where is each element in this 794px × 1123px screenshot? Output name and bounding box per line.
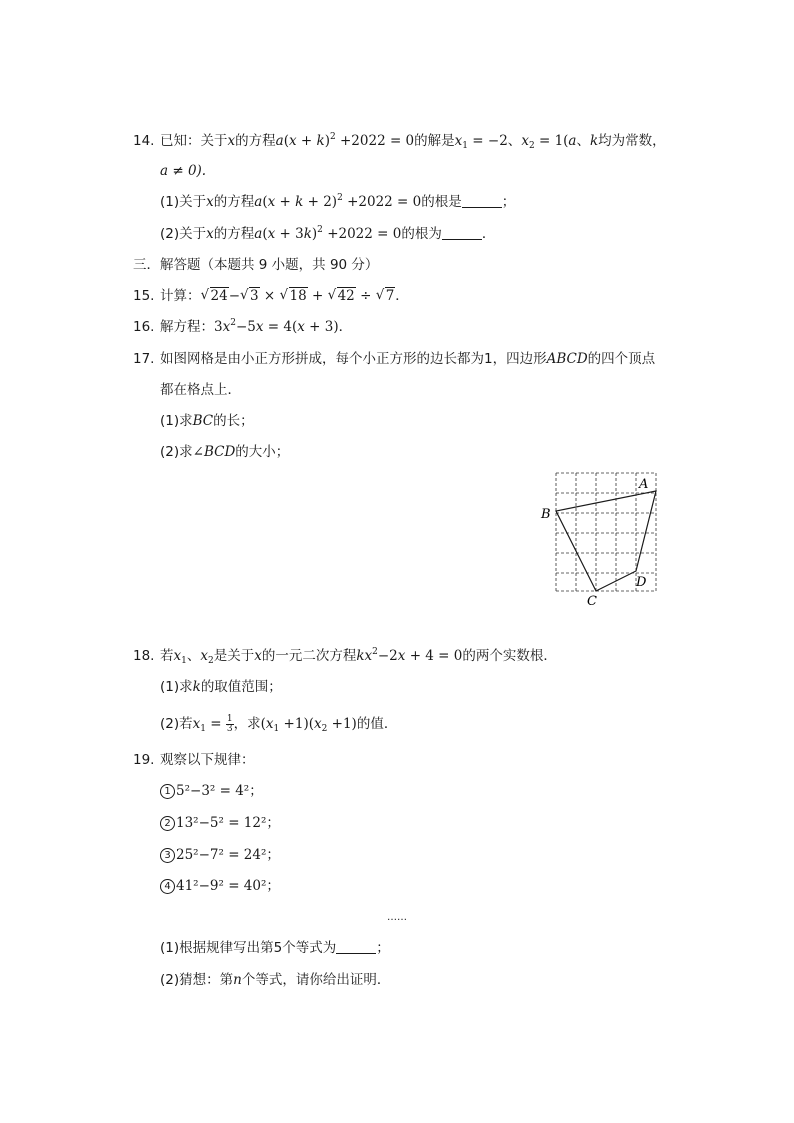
vertex-label-d: D (636, 575, 647, 590)
pattern-item-4: 4 41²−9² = 40²； (160, 876, 280, 896)
pattern-item-3: 3 25²−7² = 24²； (160, 845, 280, 865)
vertex-label-c: C (587, 594, 597, 609)
grid-quadrilateral-figure (535, 466, 665, 611)
answer-blank[interactable] (442, 225, 482, 240)
vertex-label-b: B (541, 507, 551, 522)
question-18-part1: (1)求k的取值范围； (160, 679, 282, 695)
answer-blank[interactable] (462, 193, 502, 208)
question-17-line2: 都在格点上． (160, 382, 241, 398)
question-14-part2: (2)关于x的方程$a(x + 3k)^2 +2022 = 0$的根为 ． (160, 225, 496, 242)
pattern-item-2: 2 13²−5² = 12²； (160, 813, 280, 833)
question-14-line2: a ≠ 0). (160, 163, 207, 179)
question-18-part2: (2)若$x_1$ = $\frac{1}{3}$ ，求$(x_1 +1)(x_2 +1)$的值． (160, 713, 398, 734)
ellipsis: …… (387, 912, 407, 923)
section-header: 三．解答题（本题共 9 小题，共 90 分） (133, 257, 379, 273)
question-number: 14. (133, 133, 155, 149)
question-19-part1: (1)根据规律写出第5个等式为 ； (160, 940, 390, 956)
vertex-label-a: A (639, 477, 649, 492)
question-17-part2: (2)求∠BCD的大小； (160, 444, 290, 460)
question-14-text: 已知：关于x的方程$a(x + k)^2 +2022 = 0$的解是$x_1 = -2$、$x_2 = 1(a$、k均为常数， (160, 132, 666, 151)
answer-blank[interactable] (336, 939, 376, 954)
question-19-part2: (2)猜想：第n个等式，请你给出证明． (160, 972, 391, 988)
question-17-part1: (1)求BC的长； (160, 413, 254, 429)
question-14-part1: (1)关于x的方程$a(x + k + 2)^2 +2022 = 0$的根是 ； (160, 193, 516, 210)
pattern-item-1: 1 5²−3² = 4²； (160, 781, 263, 801)
